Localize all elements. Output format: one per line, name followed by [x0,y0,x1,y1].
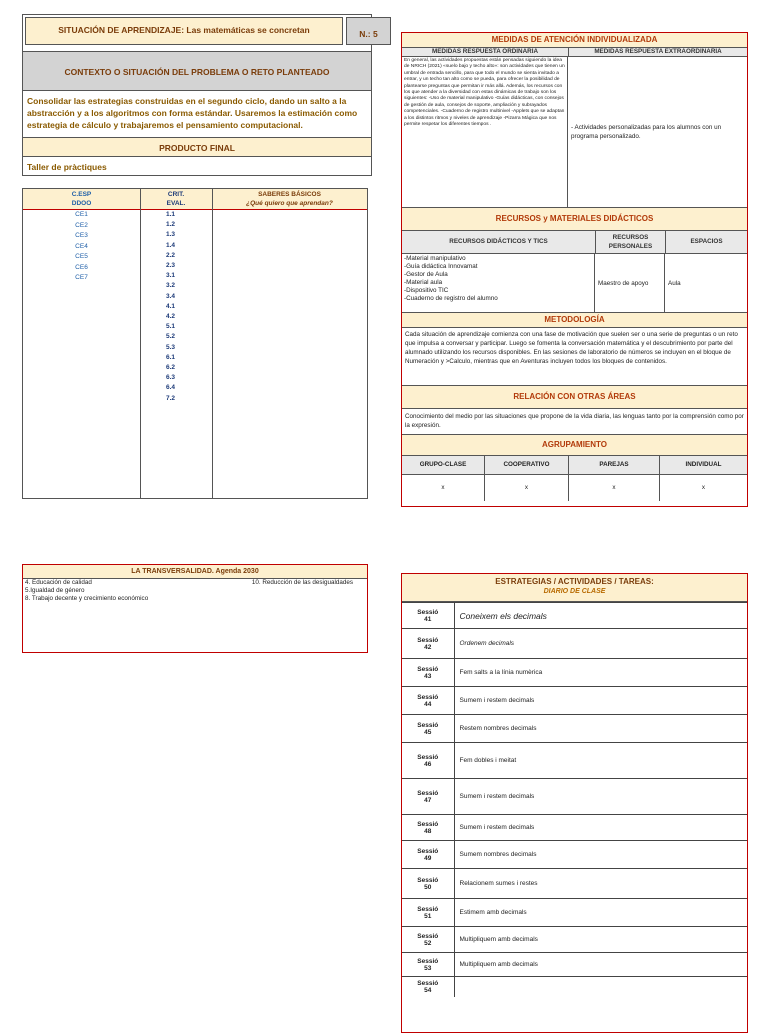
agrupamiento-mark: x [485,475,569,501]
personales-text: Maestro de apoyo [595,254,665,312]
espacios-text: Aula [668,279,681,287]
ce-item: CE4 [75,242,88,250]
metodologia-text: Cada situación de aprendizaje comienza con una fase de motivación que suelen ser o una serie de preguntas o un reto que impulsa a conversar y participar. Luego se fomenta la conversación matemática y el descubrimiento por parte del alumnado utilizando los recursos disponibles. En las sesiones de laboratorio de números se incluyen en el bloque de Numeración y >Calculo, mientras que en Aventuras incluyen todos los bloques de contenidos. [402,328,747,386]
context-text: Consolidar las estrategias construidas en el segundo ciclo, dando un salto a la abstracción y a los algoritmos con forma estándar. Usaremos la estimación como estrategia de cálculo y trabajaremos el pensamiento computacional. [27,96,358,130]
ce-item: CE6 [75,263,88,271]
session-task: Sumem i restem decimals [459,697,535,704]
didactico-item: -Guía didáctica Innovamat [404,263,478,270]
agrupamiento-header: COOPERATIVO [485,456,569,474]
session-task: Fem salts a la línia numèrica [459,669,543,676]
session-label: Sessió [417,608,439,616]
crit-item: 6.3 [166,374,176,382]
didactico-item: -Dispositivo TIC [404,287,449,294]
session-number: 47 [424,796,432,804]
session-number: 43 [424,672,432,680]
product-title: PRODUCTO FINAL [159,143,235,153]
crit-item: 5.2 [166,333,176,341]
crit-item: 1.4 [166,241,176,249]
header-personales: RECURSOS PERSONALES [596,231,666,253]
crit-list [140,210,212,404]
session-label: Sessió [417,979,439,987]
session-label: Sessió [417,636,439,644]
agrupamiento-mark: x [402,475,485,501]
crit-item: 3.2 [166,282,176,290]
session-task: Ordenem decimals [459,640,515,647]
session-number: 52 [424,939,432,947]
agrupamiento-mark: x [701,484,706,491]
header-espacios: ESPACIOS [690,238,723,245]
session-row [402,977,747,997]
session-task: Multipliquem amb decimals [459,961,538,968]
didacticos-list [402,254,595,312]
session-number: 45 [424,728,432,736]
session-number: 46 [424,760,432,768]
session-row [402,953,747,977]
ordinaria-text: En general, las actividades propuestas están pensadas siguiendo la idea de NRICH (2021) «suelo bajo y techo alto»: son actividades que tienen un umbral de entrada sencillo, para que todo el mundo se sienta invitado a entrar, y un techo tan alto como se pueda, para ofrecer la posibilidad de plantearse preguntas que permitan ir más allá. Además, los recursos con los que atender a la diversidad con estas dinámicas de trabajo son los siguientes: -Uso de material manipulativo -Guías didácticas, con consejos de gestión de aula, consejos de soporte, ampliación y subrayados competenciales. -Cuaderno de registro multinivel -Applets que se adaptan a los distintos ritmos y niveles de aprendizaje -Pizarra Mágica que nos permite respetar los diferentes tiempos . [402,57,568,207]
product-text-row [23,159,371,175]
session-number: 51 [424,912,432,920]
estrategias-panel [401,573,748,1033]
transversalidad-item: 8. Trabajo decente y crecimiento económico [25,595,149,602]
ce-item: CE2 [75,221,88,229]
context-text-row [23,93,371,137]
ce-list [23,210,140,284]
ce-item: CE7 [75,274,88,281]
sessions-table [402,602,747,997]
session-number: 50 [424,883,432,891]
session-row [402,603,747,629]
crit-item: 3.4 [166,292,176,300]
session-row [402,927,747,953]
product-title-row [23,137,371,157]
ce-item: CE3 [75,232,88,239]
session-task: Fem dobles i meitat [459,757,517,764]
session-number: 53 [424,964,432,972]
agrupamiento-header: INDIVIDUAL [685,461,722,468]
transversalidad-item: 4. Educación de calidad [25,579,92,586]
session-number: 44 [424,700,432,708]
situacion-panel [22,14,378,176]
session-label: Sessió [417,847,439,855]
session-task: Sumem i restem decimals [459,824,535,831]
session-row [402,687,747,715]
crit-item: 6.1 [166,353,176,361]
header-crit: CRIT. [167,191,185,198]
session-label: Sessió [417,905,439,913]
saberes-column [212,189,367,498]
session-row [402,869,747,899]
session-number: 42 [424,643,432,651]
crit-column [140,189,213,498]
crit-item: 7.2 [166,394,176,402]
context-title-row [23,51,371,91]
situacion-number: N.: 5 [346,17,391,45]
session-label: Sessió [417,820,439,828]
ce-item: CE5 [75,253,88,260]
recursos-title: RECURSOS y MATERIALES DIDÁCTICOS [402,208,747,231]
session-number: 41 [424,615,432,623]
header-cesp: C.ESP [71,191,92,198]
session-label: Sessió [417,957,439,965]
header-ddoo: DDOO [71,200,92,207]
crit-item: 6.2 [166,364,176,372]
transversalidad-title: LA TRANSVERSALIDAD. Agenda 2030 [23,565,367,579]
session-label: Sessió [417,932,439,940]
metodologia-title: METODOLOGÍA [402,313,747,328]
agrupamiento-title: AGRUPAMIENTO [402,435,747,456]
session-label: Sessió [417,876,439,884]
atencion-title: MEDIDAS DE ATENCIÓN INDIVIDUALIZADA [402,33,747,48]
context-title: CONTEXTO O SITUACIÓN DEL PROBLEMA O RETO PLANTEADO [64,67,330,77]
session-row [402,629,747,659]
crit-item: 4.1 [166,302,176,310]
crit-item: 2.2 [166,251,176,259]
header-extraordinaria: MEDIDAS RESPUESTA EXTRAORDINARIA [594,48,722,55]
atencion-recursos-panel [401,32,748,507]
header-saberes-sub: ¿Qué quiero que aprendan? [246,200,333,207]
session-label: Sessió [417,753,439,761]
ce-column [23,189,141,498]
extraordinaria-text: - Actividades personalizadas para los alumnos con un programa personalizado. [571,124,722,140]
crit-item: 1.1 [166,211,176,218]
didactico-item: -Cuaderno de registro del alumno [404,295,498,302]
agrupamiento-header: PAREJAS [569,456,660,474]
crit-item: 5.3 [166,343,176,351]
session-row [402,815,747,841]
session-row [402,715,747,743]
product-text: Taller de pràctiques [27,162,107,172]
estrategias-subtitle: DIARIO DE CLASE [543,588,606,595]
agrupamiento-marks [402,475,747,501]
crit-item: 5.1 [166,323,176,331]
session-label: Sessió [417,789,439,797]
agrupamiento-headers [402,456,747,475]
session-row [402,659,747,687]
crit-item: 1.3 [166,231,176,239]
crit-item: 4.2 [166,313,176,321]
didactico-item: -Material manipulativo [404,255,466,262]
header-saberes: SABERES BÁSICOS [258,191,321,198]
didactico-item: -Gestor de Aula [404,271,448,278]
relacion-title: RELACIÓN CON OTRAS ÁREAS [402,386,747,409]
didactico-item: -Material aula [404,279,443,286]
header-eval: EVAL. [166,200,186,207]
session-number: 49 [424,854,432,862]
competencias-table [22,188,368,499]
session-number: 48 [424,827,432,835]
session-row [402,779,747,815]
ce-item: CE1 [75,211,88,218]
situacion-title: SITUACIÓN DE APRENDIZAJE: Las matemáticas se concretan [25,17,343,45]
relacion-text: Conocimiento del medio por las situaciones que propone de la vida diaria, las lenguas tanto por la comprensión como por la expresión. [402,409,747,435]
agrupamiento-mark: x [569,475,660,501]
header-ordinaria: MEDIDAS RESPUESTA ORDINARIA [402,48,569,56]
agrupamiento-header: GRUPO-CLASE [402,456,485,474]
session-task: Sumem nombres decimals [459,851,537,858]
session-row [402,841,747,869]
session-row [402,899,747,927]
session-task: Coneixem els decimals [459,610,547,621]
crit-item: 2.3 [166,262,176,270]
session-row [402,743,747,779]
session-label: Sessió [417,693,439,701]
session-task: Relacionem sumes i restes [459,880,538,887]
transversalidad-right: 10. Reducción de las desigualdades [251,579,353,586]
header-didacticos: RECURSOS DIDÁCTICOS Y TICS [402,231,596,253]
session-number: 54 [424,986,432,994]
crit-item: 1.2 [166,221,176,229]
session-task: Estimem amb decimals [459,909,527,916]
transversalidad-item: 5.Igualdad de género [25,587,85,594]
session-task: Restem nombres decimals [459,725,537,732]
crit-item: 3.1 [166,272,176,280]
transversalidad-panel [22,564,368,653]
estrategias-title: ESTRATEGIAS / ACTIVIDADES / TAREAS: [495,577,654,586]
session-label: Sessió [417,721,439,729]
crit-item: 6.4 [166,384,176,392]
session-task: Multipliquem amb decimals [459,936,538,943]
session-task: Sumem i restem decimals [459,793,535,800]
session-label: Sessió [417,665,439,673]
